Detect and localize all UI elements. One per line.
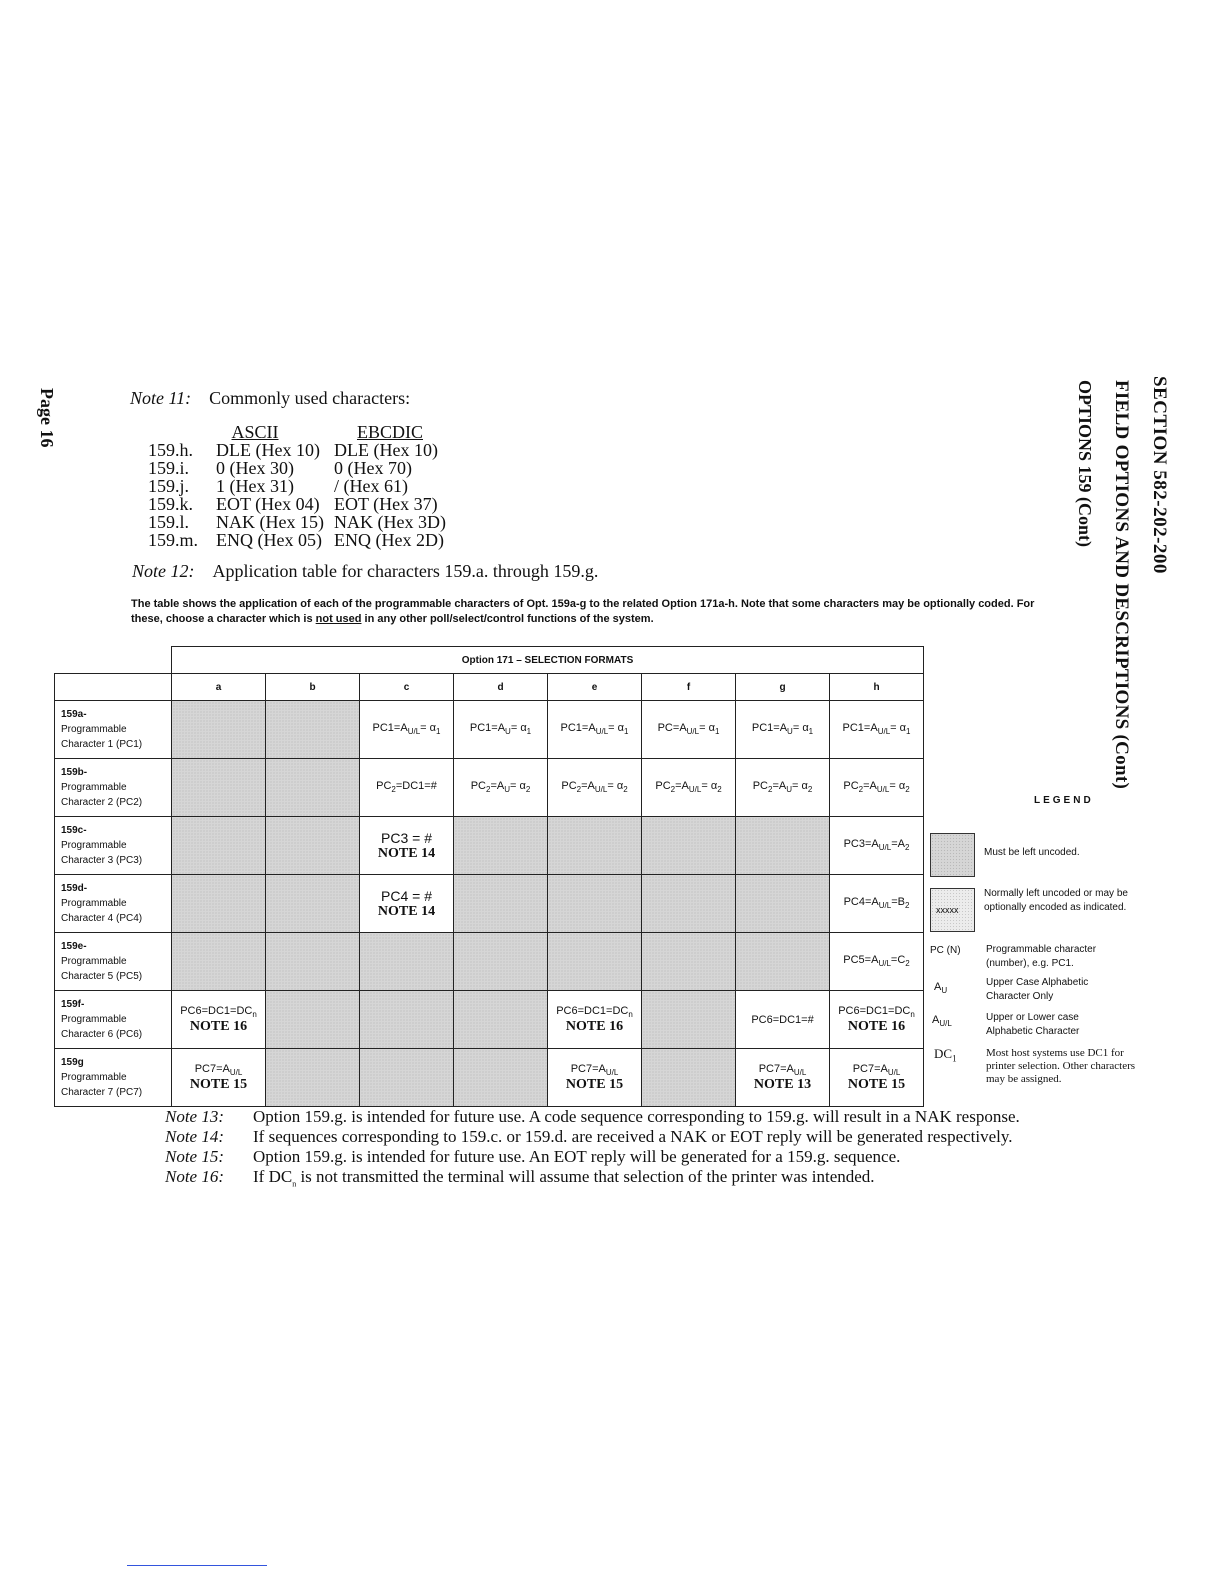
legend-shaded-box xyxy=(930,833,975,877)
ascii-header: ASCII xyxy=(231,422,279,442)
character-code-table xyxy=(148,423,456,549)
section-header: SECTION 582-202-200 xyxy=(1149,376,1170,574)
code-ebcdic: NAK (Hex 3D) xyxy=(334,512,446,532)
cell-value: $PC4=A_{U/L}=B_2$ xyxy=(843,896,910,911)
cell-159a-a xyxy=(172,701,266,759)
legend-dotted-box xyxy=(930,888,975,932)
cell-159a-d xyxy=(454,701,548,759)
cell-value: PC4 = # xyxy=(381,887,432,904)
cell-value: $PC7=A_{U/L}$ xyxy=(194,1062,243,1078)
table-row xyxy=(55,817,924,875)
cell-value: $PC_2=A_{U/L}= \alpha_2$ xyxy=(843,780,910,795)
options-header: OPTIONS 159 (Cont) xyxy=(1075,380,1095,548)
column-header-c: c xyxy=(360,674,454,701)
cell-159b-f xyxy=(642,759,736,817)
cell-value: $PC6=DC1=DC_n$ xyxy=(180,1004,257,1020)
cell-note: NOTE 15 xyxy=(189,1077,248,1093)
code-ebcdic: DLE (Hex 10) xyxy=(334,440,438,460)
legend-desc-au: Upper Case Alphabetic Character Only xyxy=(986,977,1089,1002)
cell-159b-g xyxy=(736,759,830,817)
footer-rule xyxy=(127,1565,267,1566)
row-header xyxy=(55,1049,172,1107)
cell-159g-c xyxy=(360,1049,454,1107)
row-line1: Programmable xyxy=(61,840,127,851)
cell-159c-c xyxy=(360,817,454,875)
bottom-notes xyxy=(165,1107,1020,1193)
bottom-note xyxy=(165,1107,1020,1127)
column-header-h: h xyxy=(830,674,924,701)
cell-159b-e xyxy=(548,759,642,817)
cell-159b-d xyxy=(454,759,548,817)
cell-159g-b xyxy=(266,1049,360,1107)
selection-formats-table xyxy=(54,646,924,1107)
column-header-a: a xyxy=(172,674,266,701)
cell-159f-h xyxy=(830,991,924,1049)
row-id: 159f- xyxy=(61,999,85,1010)
bottom-note-label: Note 13: xyxy=(165,1107,225,1126)
row-id: 159b- xyxy=(61,767,88,778)
bottom-note-label: Note 16: xyxy=(165,1167,225,1186)
row-line1: Programmable xyxy=(61,956,127,967)
cell-159e-c xyxy=(360,933,454,991)
cell-159c-a xyxy=(172,817,266,875)
row-header xyxy=(55,759,172,817)
row-line2: Character 1 (PC1) xyxy=(61,739,143,750)
row-header xyxy=(55,817,172,875)
row-id: 159c- xyxy=(61,825,87,836)
row-id: 159e- xyxy=(61,941,87,952)
cell-value: $PC_2=A_U= \alpha_2$ xyxy=(470,780,531,795)
cell-159f-g xyxy=(736,991,830,1049)
code-ascii: 1 (Hex 31) xyxy=(216,476,294,496)
cell-159c-e xyxy=(548,817,642,875)
field-options-header: FIELD OPTIONS AND DESCRIPTIONS (Cont) xyxy=(1111,380,1132,790)
cell-159f-d xyxy=(454,991,548,1049)
cell-value: $PC1=A_{U/L}= \alpha_1$ xyxy=(372,722,441,737)
cell-value: $PC1=A_U= \alpha_1$ xyxy=(469,722,532,737)
note11-label: Note 11: xyxy=(130,388,192,408)
row-line2: Character 2 (PC2) xyxy=(61,797,143,808)
cell-159d-e xyxy=(548,875,642,933)
legend-xxxxx: xxxxx xyxy=(936,905,959,915)
cell-159g-g xyxy=(736,1049,830,1107)
code-row xyxy=(148,459,456,477)
cell-159a-b xyxy=(266,701,360,759)
bottom-note-label: Note 14: xyxy=(165,1127,225,1146)
cell-159c-f xyxy=(642,817,736,875)
cell-note: NOTE 16 xyxy=(565,1019,624,1035)
bottom-note xyxy=(165,1167,1020,1193)
cell-159f-f xyxy=(642,991,736,1049)
cell-value: $PC_2=A_{U/L}= \alpha_2$ xyxy=(655,780,722,795)
table-title: Option 171 – SELECTION FORMATS xyxy=(172,647,924,674)
row-line2: Character 6 (PC6) xyxy=(61,1029,143,1040)
table-row xyxy=(55,759,924,817)
bottom-note-text: If sequences corresponding to 159.c. or 159.d. are received a NAK or EOT reply will be generated respectively. xyxy=(253,1127,1013,1146)
cell-159a-e xyxy=(548,701,642,759)
cell-value: $PC5=A_{U/L}=C_2$ xyxy=(843,954,910,969)
cell-159g-h xyxy=(830,1049,924,1107)
cell-159g-f xyxy=(642,1049,736,1107)
cell-note: NOTE 16 xyxy=(847,1019,906,1035)
legend-sym-au: $A_U$ xyxy=(934,981,948,996)
row-line2: Character 4 (PC4) xyxy=(61,913,143,924)
row-header xyxy=(55,875,172,933)
code-row xyxy=(148,495,456,513)
cell-value: $PC7=A_{U/L}$ xyxy=(758,1062,807,1078)
code-ascii: ENQ (Hex 05) xyxy=(216,530,322,550)
legend-must-uncoded: Must be left uncoded. xyxy=(984,847,1080,858)
note11 xyxy=(130,388,410,409)
bottom-note-text: Option 159.g. is intended for future use. A code sequence corresponding to 159.g. will result in a NAK response. xyxy=(253,1107,1020,1126)
cell-159c-g xyxy=(736,817,830,875)
cell-159c-d xyxy=(454,817,548,875)
code-id: 159.l. xyxy=(148,512,190,532)
cell-159e-g xyxy=(736,933,830,991)
cell-159g-e xyxy=(548,1049,642,1107)
row-id: 159g xyxy=(61,1057,84,1068)
code-id: 159.i. xyxy=(148,458,190,478)
bottom-note-label: Note 15: xyxy=(165,1147,225,1166)
cell-159c-b xyxy=(266,817,360,875)
cell-159f-c xyxy=(360,991,454,1049)
table-row xyxy=(55,933,924,991)
corner-cell xyxy=(55,674,172,701)
cell-159d-b xyxy=(266,875,360,933)
cell-note: NOTE 14 xyxy=(377,845,436,861)
code-ebcdic: / (Hex 61) xyxy=(334,476,408,496)
cell-value: PC6=DC1=# xyxy=(751,1013,814,1026)
desc-before: The table shows the application of each of the programmable characters of Opt. 159a-g to the related Option 171a-h. Note that some characters may be optionally coded. For these, choose a character which is xyxy=(131,598,1035,625)
cell-159f-b xyxy=(266,991,360,1049)
code-ascii: DLE (Hex 10) xyxy=(216,440,320,460)
code-ebcdic: ENQ (Hex 2D) xyxy=(334,530,444,550)
cell-159f-e xyxy=(548,991,642,1049)
cell-159b-c xyxy=(360,759,454,817)
page-number: Page 16 xyxy=(37,388,57,448)
bottom-note-text: Option 159.g. is intended for future use. An EOT reply will be generated for a 159.g. sequence. xyxy=(253,1147,901,1166)
note12-text: Application table for characters 159.a. through 159.g. xyxy=(212,561,599,581)
ebcdic-header: EBCDIC xyxy=(356,422,423,442)
code-ascii: 0 (Hex 30) xyxy=(216,458,294,478)
cell-159e-f xyxy=(642,933,736,991)
code-ascii: EOT (Hex 04) xyxy=(216,494,320,514)
legend-sym-aul: $A_{U/L}$ xyxy=(932,1014,952,1029)
code-id: 159.k. xyxy=(148,494,193,514)
cell-159c-h xyxy=(830,817,924,875)
code-id: 159.j. xyxy=(148,476,190,496)
row-line2: Character 7 (PC7) xyxy=(61,1087,143,1098)
row-header xyxy=(55,991,172,1049)
table-description xyxy=(131,597,1061,627)
cell-159e-d xyxy=(454,933,548,991)
cell-value: $PC3=A_{U/L}=A_2$ xyxy=(843,838,910,853)
legend-desc-dc1: Most host systems use DC1 for printer selection. Other characters may be assigned. xyxy=(986,1047,1136,1085)
legend-desc-aul: Upper or Lower case Alphabetic Character xyxy=(986,1012,1080,1037)
table-row xyxy=(55,991,924,1049)
cell-value: $PC_2=DC1=\#$ xyxy=(376,780,437,795)
cell-value: $PC_2=A_U= \alpha_2$ xyxy=(752,780,813,795)
note12 xyxy=(132,561,598,582)
cell-value: $PC6=DC1=DC_n$ xyxy=(838,1004,915,1020)
bottom-note xyxy=(165,1127,1020,1147)
row-line2: Character 3 (PC3) xyxy=(61,855,143,866)
cell-159b-b xyxy=(266,759,360,817)
code-row xyxy=(148,477,456,495)
bottom-note xyxy=(165,1147,1020,1167)
column-header-g: g xyxy=(736,674,830,701)
column-header-f: f xyxy=(642,674,736,701)
table-row xyxy=(55,875,924,933)
note11-text: Commonly used characters: xyxy=(209,388,411,408)
row-line1: Programmable xyxy=(61,782,127,793)
cell-159g-a xyxy=(172,1049,266,1107)
cell-159f-a xyxy=(172,991,266,1049)
cell-159b-h xyxy=(830,759,924,817)
legend-normally-uncoded: Normally left uncoded or may be optionally encoded as indicated. xyxy=(984,888,1128,913)
note12-label: Note 12: xyxy=(132,561,195,581)
cell-159d-f xyxy=(642,875,736,933)
cell-159d-d xyxy=(454,875,548,933)
cell-value: $PC7=A_{U/L}$ xyxy=(852,1062,901,1078)
row-line1: Programmable xyxy=(61,1072,127,1083)
row-header xyxy=(55,933,172,991)
cell-note: NOTE 15 xyxy=(847,1077,906,1093)
cell-value: $PC6=DC1=DC_n$ xyxy=(556,1004,633,1020)
cell-note: NOTE 13 xyxy=(753,1077,812,1093)
cell-value: $PC1=A_U= \alpha_1$ xyxy=(751,722,814,737)
cell-159a-f xyxy=(642,701,736,759)
cell-159d-c xyxy=(360,875,454,933)
row-line1: Programmable xyxy=(61,1014,127,1025)
cell-159a-c xyxy=(360,701,454,759)
cell-value: $PC=A_{U/L}= \alpha_1$ xyxy=(657,722,720,737)
column-header-d: d xyxy=(454,674,548,701)
legend-desc-pc: Programmable character (number), e.g. PC1. xyxy=(986,944,1097,969)
legend-title: LEGEND xyxy=(1034,795,1094,806)
cell-159e-b xyxy=(266,933,360,991)
cell-value: $PC_2=A_{U/L}= \alpha_2$ xyxy=(561,780,628,795)
row-line1: Programmable xyxy=(61,898,127,909)
column-header-e: e xyxy=(548,674,642,701)
cell-159e-e xyxy=(548,933,642,991)
column-header-b: b xyxy=(266,674,360,701)
cell-159d-h xyxy=(830,875,924,933)
code-id: 159.m. xyxy=(148,530,199,550)
bottom-note-text: If $DC_n$ is not transmitted the terminal will assume that selection of the printer was intended. xyxy=(253,1167,875,1189)
legend-sym-pc: PC (N) xyxy=(930,945,961,956)
code-ebcdic: 0 (Hex 70) xyxy=(334,458,412,478)
cell-note: NOTE 16 xyxy=(189,1019,248,1035)
row-line1: Programmable xyxy=(61,724,127,735)
row-header xyxy=(55,701,172,759)
row-line2: Character 5 (PC5) xyxy=(61,971,143,982)
row-id: 159a- xyxy=(61,709,87,720)
cell-159a-g xyxy=(736,701,830,759)
desc-underlined: not used xyxy=(315,613,362,625)
code-id: 159.h. xyxy=(148,440,193,460)
cell-value: $PC7=A_{U/L}$ xyxy=(570,1062,619,1078)
table-row xyxy=(55,1049,924,1107)
cell-value: $PC1=A_{U/L}= \alpha_1$ xyxy=(560,722,629,737)
table-row xyxy=(55,701,924,759)
code-row xyxy=(148,441,456,459)
code-ascii: NAK (Hex 15) xyxy=(216,512,324,532)
desc-after: in any other poll/select/control functions of the system. xyxy=(361,613,654,625)
cell-159e-a xyxy=(172,933,266,991)
cell-159d-a xyxy=(172,875,266,933)
cell-159a-h xyxy=(830,701,924,759)
cell-note: NOTE 15 xyxy=(565,1077,624,1093)
cell-value: $PC1=A_{U/L}= \alpha_1$ xyxy=(842,722,911,737)
cell-159g-d xyxy=(454,1049,548,1107)
legend-sym-dc1: $DC_1$ xyxy=(934,1046,957,1064)
cell-159e-h xyxy=(830,933,924,991)
cell-159d-g xyxy=(736,875,830,933)
cell-note: NOTE 14 xyxy=(377,903,436,919)
code-row xyxy=(148,513,456,531)
row-id: 159d- xyxy=(61,883,88,894)
code-ebcdic: EOT (Hex 37) xyxy=(334,494,438,514)
code-row xyxy=(148,531,456,549)
cell-value: PC3 = # xyxy=(381,829,432,846)
cell-159b-a xyxy=(172,759,266,817)
